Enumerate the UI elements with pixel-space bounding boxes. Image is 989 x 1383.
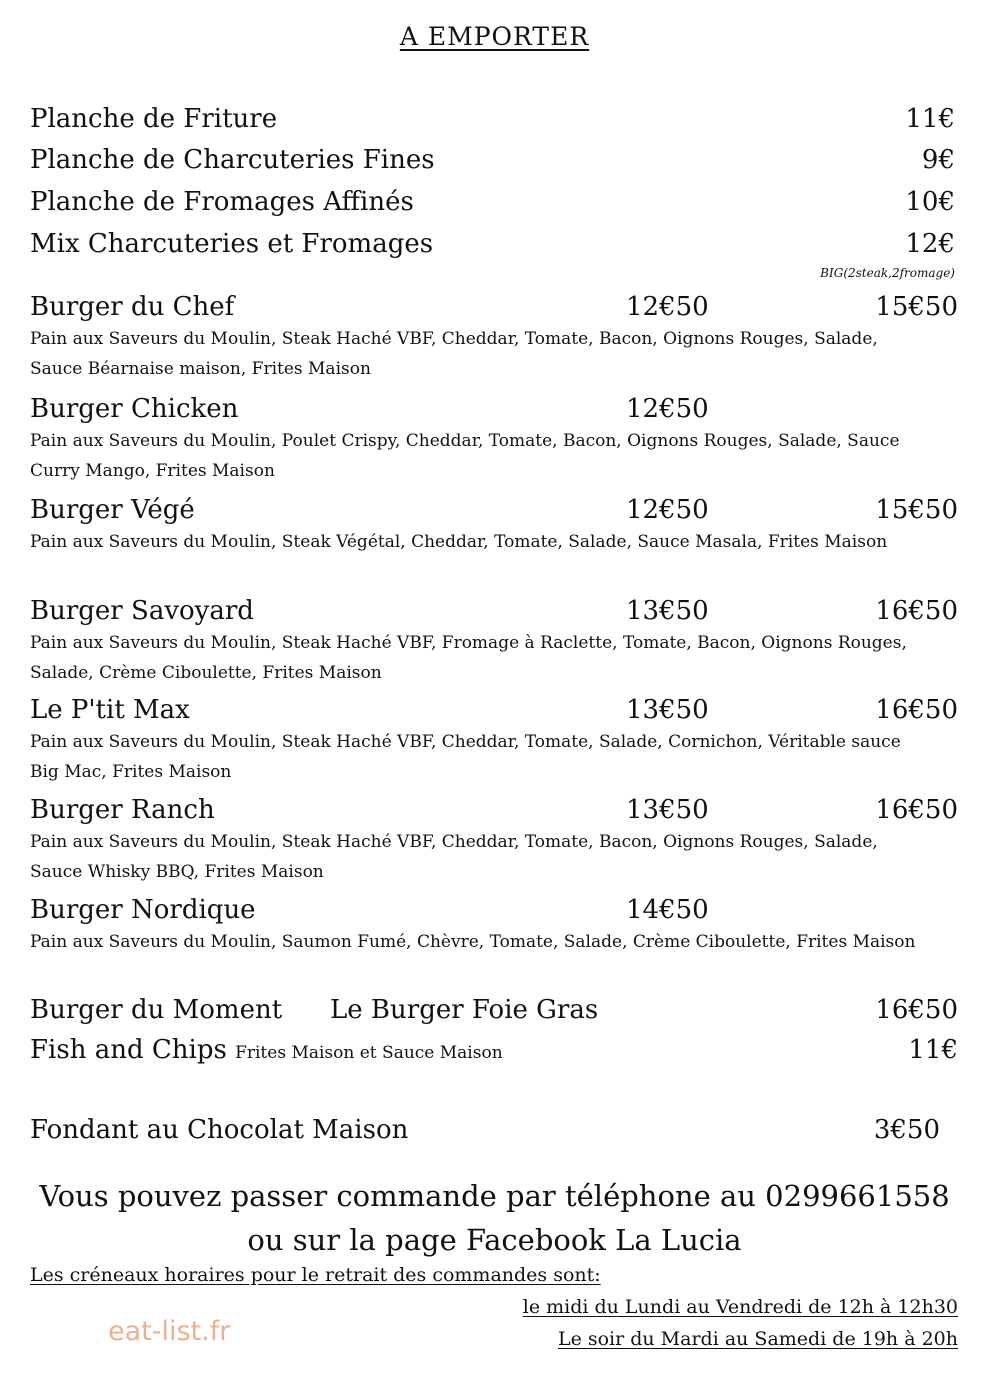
burger-name: Le P'tit Max <box>30 695 190 725</box>
menu-item <box>30 99 955 139</box>
burger-price-big: 16€50 <box>875 695 958 725</box>
burger-item <box>30 893 958 957</box>
item-name: Planche de Fromages Affinés <box>30 187 414 217</box>
dessert-item <box>30 1110 958 1150</box>
pickup-slot-soir: Le soir du Mardi au Samedi de 19h à 20h <box>557 1328 958 1350</box>
burger-price: 13€50 <box>626 795 709 825</box>
burger-name: Burger Chicken <box>30 394 239 424</box>
burger-price: 12€50 <box>626 394 709 424</box>
burger-description: Pain aux Saveurs du Moulin, Steak Haché VBF, Cheddar, Tomate, Salade, Cornichon, Véritable sauce Big Mac, Frites Maison <box>30 732 901 782</box>
item-name: Fondant au Chocolat Maison <box>30 1115 409 1145</box>
pickup-slots-title: Les créneaux horaires pour le retrait des commandes sont: <box>30 1264 601 1286</box>
burger-description: Pain aux Saveurs du Moulin, Steak Haché VBF, Cheddar, Tomate, Bacon, Oignons Rouges, Salade, Sauce Béarnaise maison, Frites Maison <box>30 329 878 379</box>
item-price: 3€50 <box>873 1115 940 1145</box>
watermark: eat-list.fr <box>108 1316 231 1347</box>
burger-of-the-moment <box>30 990 958 1030</box>
item-name: Mix Charcuteries et Fromages <box>30 229 434 259</box>
burger-description: Pain aux Saveurs du Moulin, Poulet Crispy, Cheddar, Tomate, Bacon, Oignons Rouges, Salade, Sauce Curry Mango, Frites Maison <box>30 431 900 481</box>
burger-name: Burger Végé <box>30 495 195 525</box>
item-price: 16€50 <box>875 995 958 1025</box>
burger-price-big: 15€50 <box>875 292 958 322</box>
menu-item <box>30 140 955 180</box>
item-name: Planche de Friture <box>30 104 278 134</box>
order-facebook-line: ou sur la page Facebook La Lucia <box>247 1223 742 1257</box>
item-price: 11€ <box>908 1035 958 1065</box>
burger-item <box>30 290 958 384</box>
item-name: Fish and Chips Frites Maison et Sauce Maison <box>30 1035 503 1065</box>
item-subtitle: Le Burger Foie Gras <box>330 995 599 1025</box>
burger-description: Pain aux Saveurs du Moulin, Steak Haché VBF, Cheddar, Tomate, Bacon, Oignons Rouges, Salade, Sauce Whisky BBQ, Frites Maison <box>30 832 878 882</box>
burger-price: 13€50 <box>626 596 709 626</box>
burger-price: 14€50 <box>626 895 709 925</box>
item-price: 9€ <box>921 145 955 175</box>
burger-item <box>30 493 958 557</box>
burger-name: Burger Ranch <box>30 795 215 825</box>
big-size-note: BIG(2steak,2fromage) <box>820 266 955 280</box>
burger-price-big: 16€50 <box>875 795 958 825</box>
page-title: A EMPORTER <box>399 22 590 51</box>
burger-price: 12€50 <box>626 292 709 322</box>
burger-name: Burger Nordique <box>30 895 256 925</box>
burger-description: Pain aux Saveurs du Moulin, Saumon Fumé, Chèvre, Tomate, Salade, Crème Ciboulette, Frites Maison <box>30 932 916 952</box>
burger-price-big: 15€50 <box>875 495 958 525</box>
burger-price: 13€50 <box>626 695 709 725</box>
burger-price-big: 16€50 <box>875 596 958 626</box>
burger-item <box>30 693 958 787</box>
item-subtitle: Frites Maison et Sauce Maison <box>235 1043 503 1063</box>
item-price: 12€ <box>905 229 955 259</box>
menu-item <box>30 224 955 264</box>
menu-item <box>30 182 955 222</box>
item-price: 11€ <box>905 104 955 134</box>
order-phone-line: Vous pouvez passer commande par téléphone au 0299661558 <box>39 1179 950 1213</box>
item-name: Planche de Charcuteries Fines <box>30 145 435 175</box>
burger-description: Pain aux Saveurs du Moulin, Steak Végétal, Cheddar, Tomate, Salade, Sauce Masala, Frites Maison <box>30 532 888 552</box>
burger-item <box>30 594 958 688</box>
burger-description: Pain aux Saveurs du Moulin, Steak Haché VBF, Fromage à Raclette, Tomate, Bacon, Oignons Rouges, Salade, Crème Ciboulette, Frites Maison <box>30 633 907 683</box>
item-name: Burger du Moment <box>30 995 283 1025</box>
fish-and-chips <box>30 1030 958 1070</box>
burger-name: Burger du Chef <box>30 292 235 322</box>
burger-item <box>30 793 958 887</box>
item-price: 10€ <box>905 187 955 217</box>
burger-name: Burger Savoyard <box>30 596 254 626</box>
burger-item <box>30 392 958 486</box>
pickup-slot-midi: le midi du Lundi au Vendredi de 12h à 12h30 <box>522 1296 958 1318</box>
burger-price: 12€50 <box>626 495 709 525</box>
